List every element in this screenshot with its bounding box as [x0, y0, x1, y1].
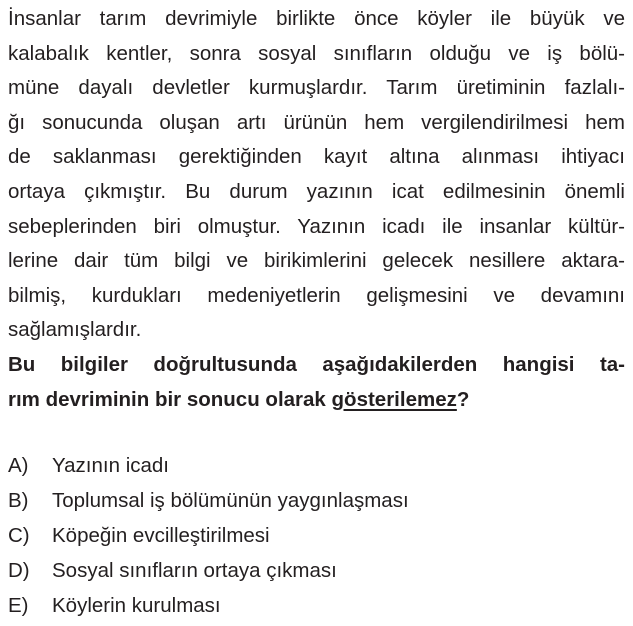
passage-line: ortaya çıkmıştır. Bu durum yazının icat edilmesinin önemli — [8, 179, 625, 203]
passage-line: lerine dair tüm bilgi ve birikimlerini gelecek nesillere aktara- — [8, 249, 625, 273]
option-a[interactable] — [8, 448, 409, 483]
passage-line: bilmiş, kurdukları medeniyetlerin gelişmesini ve devamını — [8, 283, 625, 307]
passage-line: sağlamışlardır. — [8, 318, 142, 342]
passage-line: sebeplerinden biri olmuştur. Yazının icadı ile insanlar kültür- — [8, 214, 625, 238]
option-text: Sosyal sınıfların ortaya çıkması — [52, 559, 337, 582]
question-line-2 — [8, 383, 625, 418]
option-b[interactable] — [8, 483, 409, 518]
passage-text — [8, 2, 625, 348]
question-line-1: Bu bilgiler doğrultusunda aşağıdakilerden hangisi ta- — [8, 352, 625, 376]
option-c[interactable] — [8, 518, 409, 553]
option-letter: E) — [8, 594, 29, 617]
passage-line: İnsanlar tarım devrimiyle birlikte önce köyler ile büyük ve — [8, 7, 625, 30]
question-line-2-prefix: rım devriminin bir sonucu olarak — [8, 387, 332, 411]
option-letter: D) — [8, 559, 30, 582]
question-document — [8, 2, 625, 617]
passage-line: ğı sonucunda oluşan artı ürünün hem vergilendirilmesi hem — [8, 110, 625, 134]
answer-options — [8, 448, 409, 623]
passage-line: kalabalık kentler, sonra sosyal sınıfların olduğu ve iş bölü- — [8, 41, 625, 65]
option-text: Toplumsal iş bölümünün yaygınlaşması — [52, 489, 409, 512]
option-text: Köylerin kurulması — [52, 594, 221, 617]
option-e[interactable] — [8, 588, 409, 623]
question-mark: ? — [456, 387, 470, 411]
option-text: Köpeğin evcilleştirilmesi — [52, 524, 270, 547]
option-letter: A) — [8, 454, 29, 477]
passage-line: müne dayalı devletler kurmuşlardır. Tarım üretiminin fazlalı- — [8, 76, 625, 100]
passage-line: de saklanması gerektiğinden kayıt altına alınması ihtiyacı — [8, 145, 625, 169]
question-emphasis: gösterilemez — [331, 387, 457, 411]
option-text: Yazının icadı — [52, 454, 169, 477]
option-letter: B) — [8, 489, 29, 512]
question-stem — [8, 348, 625, 417]
option-d[interactable] — [8, 553, 409, 588]
option-letter: C) — [8, 524, 30, 547]
